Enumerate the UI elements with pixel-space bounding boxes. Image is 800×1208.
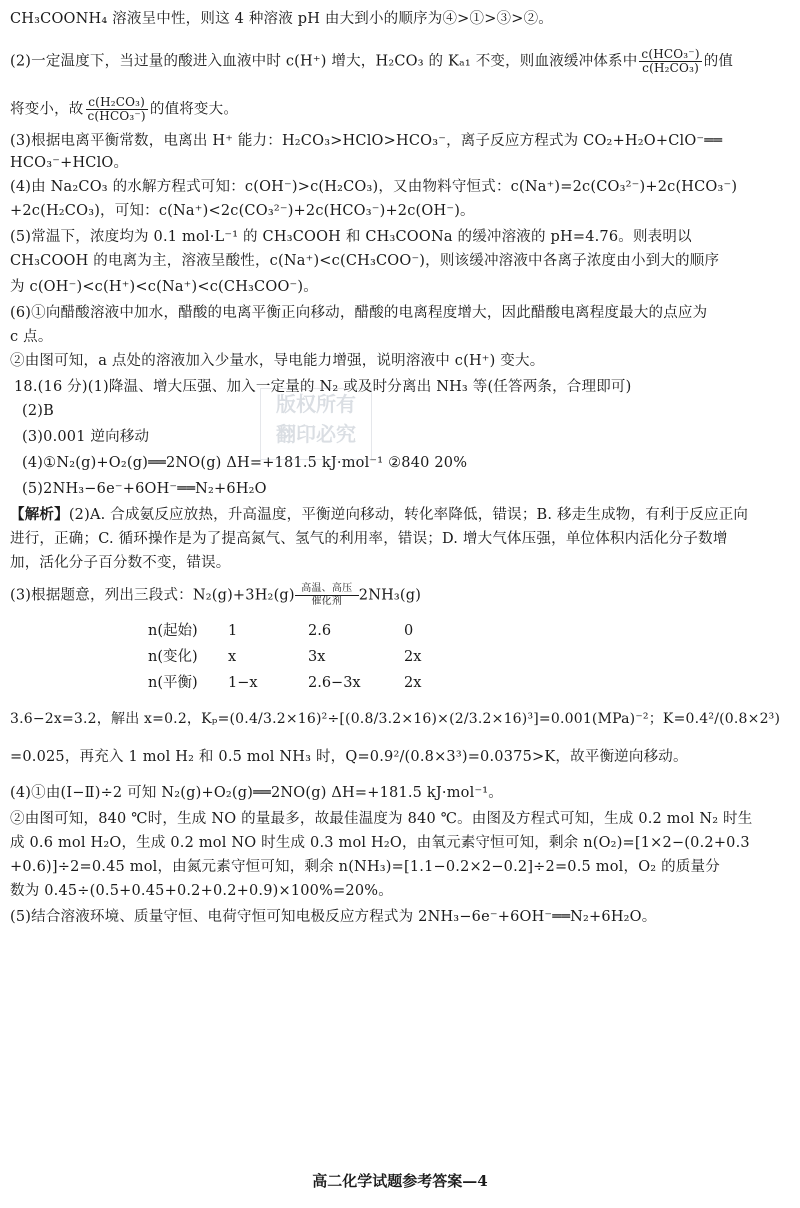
- analysis-tag: 【解析】: [10, 506, 69, 523]
- text-line: (5)2NH₃−6e⁻+6OH⁻══N₂+6H₂O: [22, 481, 267, 497]
- text-line: (4)由 Na₂CO₃ 的水解方程式可知：c(OH⁻)>c(H₂CO₃)，又由物料守恒式：c(Na⁺)=2c(CO₃²⁻)+2c(HCO₃⁻): [10, 179, 738, 195]
- question-18-heading: 18.(16 分)(1)降温、增大压强、加入一定量的 N₂ 或及时分离出 NH₃ 等(任答两条，合理即可): [14, 379, 632, 395]
- text-span: 的值将变大。: [149, 101, 239, 118]
- reaction-condition: [295, 584, 359, 607]
- text-line: (6)①向醋酸溶液中加水，醋酸的电离平衡正向移动，醋酸的电离程度增大，因此醋酸电离程度最大的点应为: [10, 305, 708, 321]
- text-line: (4)①N₂(g)+O₂(g)══2NO(g) ΔH=+181.5 kJ·mol⁻¹ ②840 20%: [22, 455, 468, 471]
- text-line: =0.025，再充入 1 mol H₂ 和 0.5 mol NH₃ 时，Q=0.9²/(0.8×3³)=0.0375>K，故平衡逆向移动。: [10, 749, 688, 765]
- text-line: 数为 0.45÷(0.5+0.45+0.2+0.2+0.9)×100%=20%。: [10, 883, 393, 899]
- text-line: ②由图可知，840 ℃时，生成 NO 的量最多，故最佳温度为 840 ℃。由图及方程式可知，生成 0.2 mol N₂ 时生: [10, 811, 753, 827]
- text-line: [10, 48, 790, 75]
- text-span: (3)根据题意，列出三段式：N₂(g)+3H₂(g): [10, 587, 295, 604]
- text-line: 加，活化分子百分数不变，错误。: [10, 555, 231, 571]
- text-line: (5)结合溶液环境、质量守恒、电荷守恒可知电极反应方程式为 2NH₃−6e⁻+6OH⁻══N₂+6H₂O。: [10, 909, 657, 925]
- row-label: n(起始): [148, 623, 198, 639]
- table-cell: 2x: [404, 649, 422, 665]
- row-label: n(平衡): [148, 675, 198, 691]
- condition-bottom: 催化剂: [311, 596, 343, 607]
- table-cell: 0: [404, 623, 414, 639]
- text-line: +2c(H₂CO₃)，可知：c(Na⁺)<2c(CO₃²⁻)+2c(HCO₃⁻)+2c(OH⁻)。: [10, 203, 475, 219]
- text-line: 为 c(OH⁻)<c(H⁺)<c(Na⁺)<c(CH₃COO⁻)。: [10, 279, 318, 295]
- text-span: 将变小，故: [10, 101, 84, 118]
- text-line: (4)①由(Ⅰ−Ⅱ)÷2 可知 N₂(g)+O₂(g)══2NO(g) ΔH=+181.5 kJ·mol⁻¹。: [10, 785, 504, 801]
- text-line: (5)常温下，浓度均为 0.1 mol·L⁻¹ 的 CH₃COOH 和 CH₃COONa 的缓冲溶液的 pH=4.76。则表明以: [10, 229, 692, 245]
- text-line: [10, 96, 790, 123]
- text-line: 成 0.6 mol H₂O，生成 0.2 mol NO 时生成 0.3 mol H₂O，由氧元素守恒可知，剩余 n(O₂)=[1×2−(0.2+0.3: [10, 835, 750, 851]
- text-line: 3.6−2x=3.2，解出 x=0.2，Kₚ=(0.4/3.2×16)²÷[(0.8/3.2×16)×(2/3.2×16)³]=0.001(MPa)⁻²；K=0.4²/(0.8×2³): [10, 711, 781, 727]
- text-line: ②由图可知，a 点处的溶液加入少量水，导电能力增强，说明溶液中 c(H⁺) 变大。: [10, 353, 545, 369]
- table-cell: x: [228, 649, 237, 665]
- watermark: [260, 388, 372, 460]
- fraction: [86, 96, 148, 123]
- condition-top: 高温、高压: [301, 583, 353, 594]
- text-span: 的值: [703, 53, 734, 70]
- text-span: 2NH₃(g): [358, 587, 422, 604]
- watermark-text: 版权所有: [276, 392, 356, 416]
- text-line: (3)根据电离平衡常数，电离出 H⁺ 能力：H₂CO₃>HClO>HCO₃⁻，离子反应方程式为 CO₂+H₂O+ClO⁻══: [10, 133, 723, 149]
- table-cell: 2.6: [308, 623, 332, 639]
- fraction-denominator: c(H₂CO₃): [642, 61, 699, 75]
- text-line: HCO₃⁻+HClO。: [10, 155, 129, 171]
- text-span: (2)一定温度下，当过量的酸进入血液中时 c(H⁺) 增大，H₂CO₃ 的 Kₐ₁ 不变，则血液缓冲体系中: [10, 53, 638, 70]
- fraction-denominator: c(HCO₃⁻): [87, 109, 146, 123]
- text-line: [10, 584, 790, 607]
- table-cell: 2x: [404, 675, 422, 691]
- fraction-numerator: c(HCO₃⁻): [641, 47, 700, 61]
- fraction: [639, 48, 701, 75]
- text-line: [10, 504, 790, 526]
- table-cell: 1−x: [228, 675, 258, 691]
- page-footer: 高二化学试题参考答案—4: [312, 1172, 488, 1190]
- watermark-text: 翻印必究: [276, 422, 356, 446]
- text-span: (2)A. 合成氨反应放热，升高温度，平衡逆向移动，转化率降低，错误；B. 移走生成物，有利于反应正向: [68, 507, 749, 523]
- text-line: CH₃COONH₄ 溶液呈中性，则这 4 种溶液 pH 由大到小的顺序为④>①>③>②。: [10, 11, 554, 27]
- table-cell: 3x: [308, 649, 326, 665]
- row-label: n(变化): [148, 649, 198, 665]
- table-cell: 2.6−3x: [308, 675, 361, 691]
- text-line: (2)B: [22, 403, 54, 419]
- text-line: CH₃COOH 的电离为主，溶液呈酸性，c(Na⁺)<c(CH₃COO⁻)，则该缓冲溶液中各离子浓度由小到大的顺序: [10, 253, 720, 269]
- fraction-numerator: c(H₂CO₃): [86, 96, 148, 110]
- text-line: c 点。: [10, 329, 53, 345]
- text-line: (3)0.001 逆向移动: [22, 429, 150, 445]
- text-line: +0.6)]÷2=0.45 mol，由氮元素守恒可知，剩余 n(NH₃)=[1.1−0.2×2−0.2]÷2=0.5 mol，O₂ 的质量分: [10, 859, 720, 875]
- table-cell: 1: [228, 623, 238, 639]
- text-line: 进行，正确；C. 循环操作是为了提高氮气、氢气的利用率，错误；D. 增大气体压强，单位体积内活化分子数增: [10, 531, 728, 547]
